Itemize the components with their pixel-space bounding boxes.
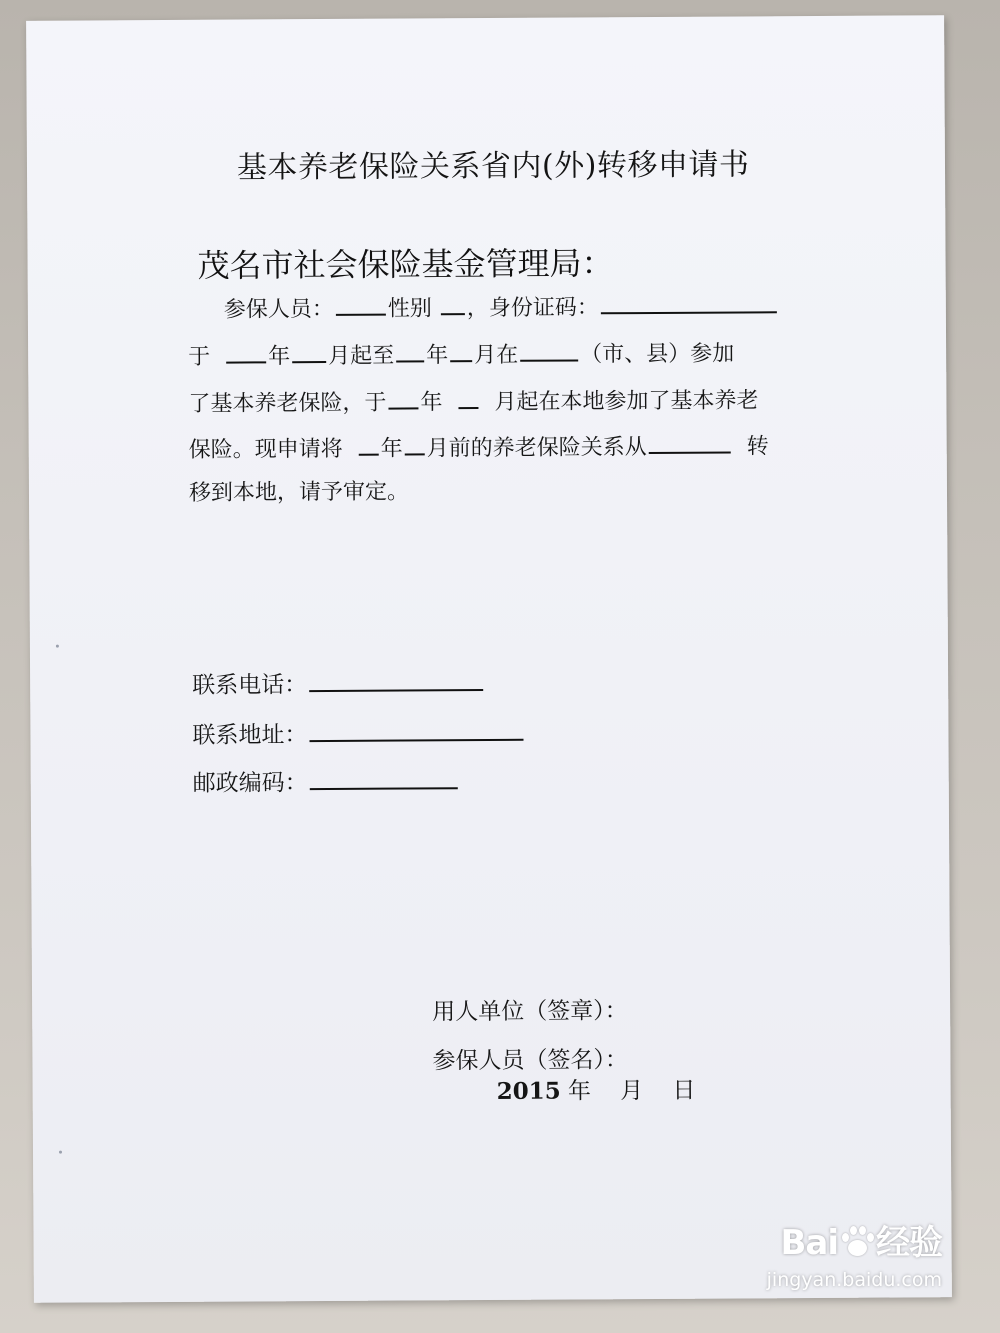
watermark-brand <box>780 1215 942 1264</box>
end-year-blank[interactable] <box>396 338 424 362</box>
transfer-month-blank[interactable] <box>405 431 425 455</box>
employer-seal-label: 用人单位（签章）： <box>432 998 628 1026</box>
body-line-2 <box>188 336 734 372</box>
contact-postcode-row <box>193 765 460 799</box>
watermark-brand-right: 经验 <box>876 1223 942 1263</box>
transfer-year-blank[interactable] <box>359 432 379 456</box>
local-join-label: 月起在本地参加了基本养老 <box>494 388 759 415</box>
document-title: 基本养老保险关系省内(外)转移申请书 <box>236 147 750 186</box>
watermark-brand-left: Bai <box>780 1223 838 1263</box>
contact-postcode-blank[interactable] <box>310 765 458 790</box>
pension-relation-from-label: 月前的养老保险关系从 <box>426 435 647 462</box>
basic-pension-label: 了基本养老保险，于 <box>188 390 387 417</box>
year-unit: 年 <box>268 344 291 370</box>
month-at-label: 月在 <box>474 342 519 369</box>
local-month-blank[interactable] <box>458 385 478 409</box>
contact-address-row <box>192 717 525 751</box>
date-year: 2015 <box>496 1077 561 1105</box>
body-line-4 <box>189 429 769 466</box>
baidu-jingyan-watermark <box>742 1215 942 1305</box>
city-county-join-label: （市、县）参加 <box>580 341 735 368</box>
watermark-url: jingyan.baidu.com <box>766 1269 942 1291</box>
month-until-label: 月起至 <box>328 343 395 369</box>
body-line-3 <box>188 383 758 419</box>
from-label: 于 <box>188 344 211 370</box>
start-year-blank[interactable] <box>226 339 266 363</box>
insured-signature-label: 参保人员（签名）： <box>432 1047 629 1075</box>
contact-phone-blank[interactable] <box>309 667 483 692</box>
body-line-1 <box>224 289 779 325</box>
apply-transfer-label: 保险。现申请将 <box>188 436 343 463</box>
year-unit: 年 <box>426 343 449 369</box>
date-day-unit: 日 <box>672 1077 696 1104</box>
transfer-label: 转 <box>746 434 769 460</box>
paper-speck <box>56 645 59 648</box>
body-line-5: 移到本地，请予审定。 <box>188 479 410 506</box>
document-page <box>26 15 952 1303</box>
date-year-unit: 年 <box>567 1078 592 1105</box>
date-month-unit: 月 <box>620 1078 644 1105</box>
contact-phone-row <box>192 667 485 701</box>
local-year-blank[interactable] <box>388 385 418 409</box>
contact-phone-label: 联系电话： <box>192 672 308 699</box>
gender-blank[interactable] <box>441 291 465 315</box>
contact-address-blank[interactable] <box>309 717 523 742</box>
baidu-paw-icon <box>839 1224 875 1258</box>
contact-postcode-label: 邮政编码： <box>192 770 308 797</box>
transfer-origin-blank[interactable] <box>649 430 731 455</box>
gender-label: 性别 <box>387 296 432 322</box>
signature-date <box>497 1072 696 1106</box>
recipient-line: 茂名市社会保险基金管理局： <box>197 244 614 285</box>
year-unit: 年 <box>380 436 403 462</box>
id-number-label: ，身份证码： <box>466 295 599 322</box>
paper-speck <box>59 1151 62 1154</box>
contact-address-label: 联系地址： <box>192 722 308 749</box>
id-number-blank[interactable] <box>601 289 777 314</box>
year-unit: 年 <box>420 390 443 416</box>
name-blank[interactable] <box>336 292 386 316</box>
end-month-blank[interactable] <box>450 338 472 362</box>
start-month-blank[interactable] <box>292 339 326 363</box>
city-county-blank[interactable] <box>520 337 578 361</box>
insured-person-label: 参保人员： <box>223 296 334 323</box>
